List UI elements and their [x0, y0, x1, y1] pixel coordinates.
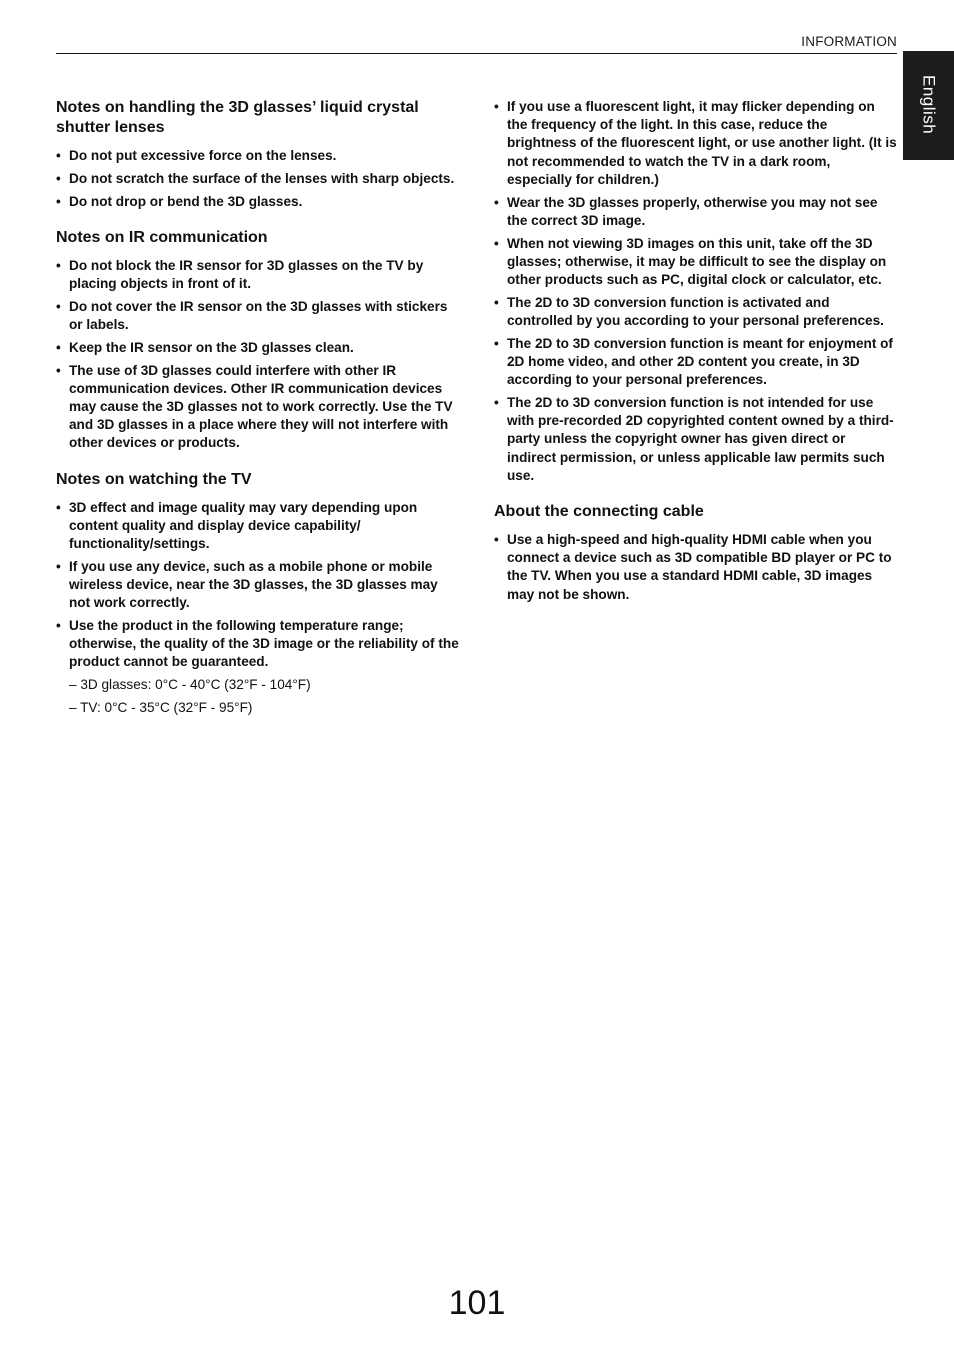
- section-connecting-cable: [494, 502, 898, 604]
- list-item: • Do not scratch the surface of the lenses with sharp objects.: [56, 170, 460, 188]
- right-column: [494, 96, 898, 608]
- list-item: • Do not block the IR sensor for 3D glasses on the TV by placing objects in front of it.: [56, 257, 460, 293]
- temperature-range-list: [56, 676, 460, 717]
- language-tab: [903, 51, 954, 160]
- list-item: • The 2D to 3D conversion function is meant for enjoyment of 2D home video, and other 2D content you create, in 3D according to your personal preferences.: [494, 335, 898, 390]
- continued-bullet-list: [494, 98, 898, 485]
- section-title: Notes on IR communication: [56, 228, 268, 246]
- section-title: About the connecting cable: [494, 503, 704, 521]
- section-shutter-lenses: [56, 98, 460, 211]
- list-item: • Keep the IR sensor on the 3D glasses clean.: [56, 339, 460, 357]
- bullet-list: [56, 257, 460, 453]
- section-watching-tv: [56, 470, 460, 718]
- header-section-label: INFORMATION: [801, 34, 897, 49]
- list-item: • Wear the 3D glasses properly, otherwise you may not see the correct 3D image.: [494, 194, 898, 230]
- section-ir-communication: [56, 228, 460, 453]
- section-title: Notes on watching the TV: [56, 470, 252, 488]
- list-item: • Do not cover the IR sensor on the 3D glasses with stickers or labels.: [56, 298, 460, 334]
- left-column: [56, 96, 460, 722]
- bullet-list: [56, 147, 460, 211]
- list-item: • Use the product in the following temperature range; otherwise, the quality of the 3D image or the reliability of the product cannot be guaranteed.: [56, 617, 460, 672]
- list-item: • 3D effect and image quality may vary depending upon content quality and display device capability/ functionality/settings.: [56, 499, 460, 554]
- list-item: • If you use any device, such as a mobile phone or mobile wireless device, near the 3D glasses, the 3D glasses may not work correctly.: [56, 558, 460, 613]
- page-number: 101: [448, 1284, 506, 1322]
- list-item: • Use a high-speed and high-quality HDMI cable when you connect a device such as 3D compatible BD player or PC to the TV. When you use a standard HDMI cable, 3D images may not be shown.: [494, 531, 898, 604]
- temperature-range-glasses: – 3D glasses: 0°C - 40°C (32°F - 104°F): [69, 677, 311, 693]
- list-item: • If you use a fluorescent light, it may flicker depending on the frequency of the light. In this case, reduce the brightness of the fluorescent light, or use another light. (It is not recommended to watch the TV in a dark room, especially for children.): [494, 98, 898, 189]
- bullet-list: [494, 531, 898, 604]
- header-rule: [56, 53, 897, 54]
- bullet-list: [56, 499, 460, 672]
- list-item: • Do not put excessive force on the lenses.: [56, 147, 460, 165]
- temperature-range-tv: – TV: 0°C - 35°C (32°F - 95°F): [69, 700, 253, 716]
- language-tab-label: English: [919, 75, 939, 135]
- list-item: • When not viewing 3D images on this unit, take off the 3D glasses; otherwise, it may be difficult to see the display on other products such as PC, digital clock or calculator, etc.: [494, 235, 898, 290]
- list-item: • The 2D to 3D conversion function is not intended for use with pre-recorded 2D copyrighted content owned by a third-party unless the copyright owner has given direct or indirect permission, or unless applicable law permits such use.: [494, 394, 898, 485]
- list-item: • The use of 3D glasses could interfere with other IR communication devices. Other IR communication devices may cause the 3D glasses not to work correctly. Use the TV and 3D glasses in a place where they will not interfere with other devices or products.: [56, 362, 460, 453]
- list-item: • The 2D to 3D conversion function is activated and controlled by you according to your personal preferences.: [494, 294, 898, 330]
- section-title: Notes on handling the 3D glasses’ liquid crystal shutter lenses: [56, 99, 419, 136]
- list-item: • Do not drop or bend the 3D glasses.: [56, 193, 460, 211]
